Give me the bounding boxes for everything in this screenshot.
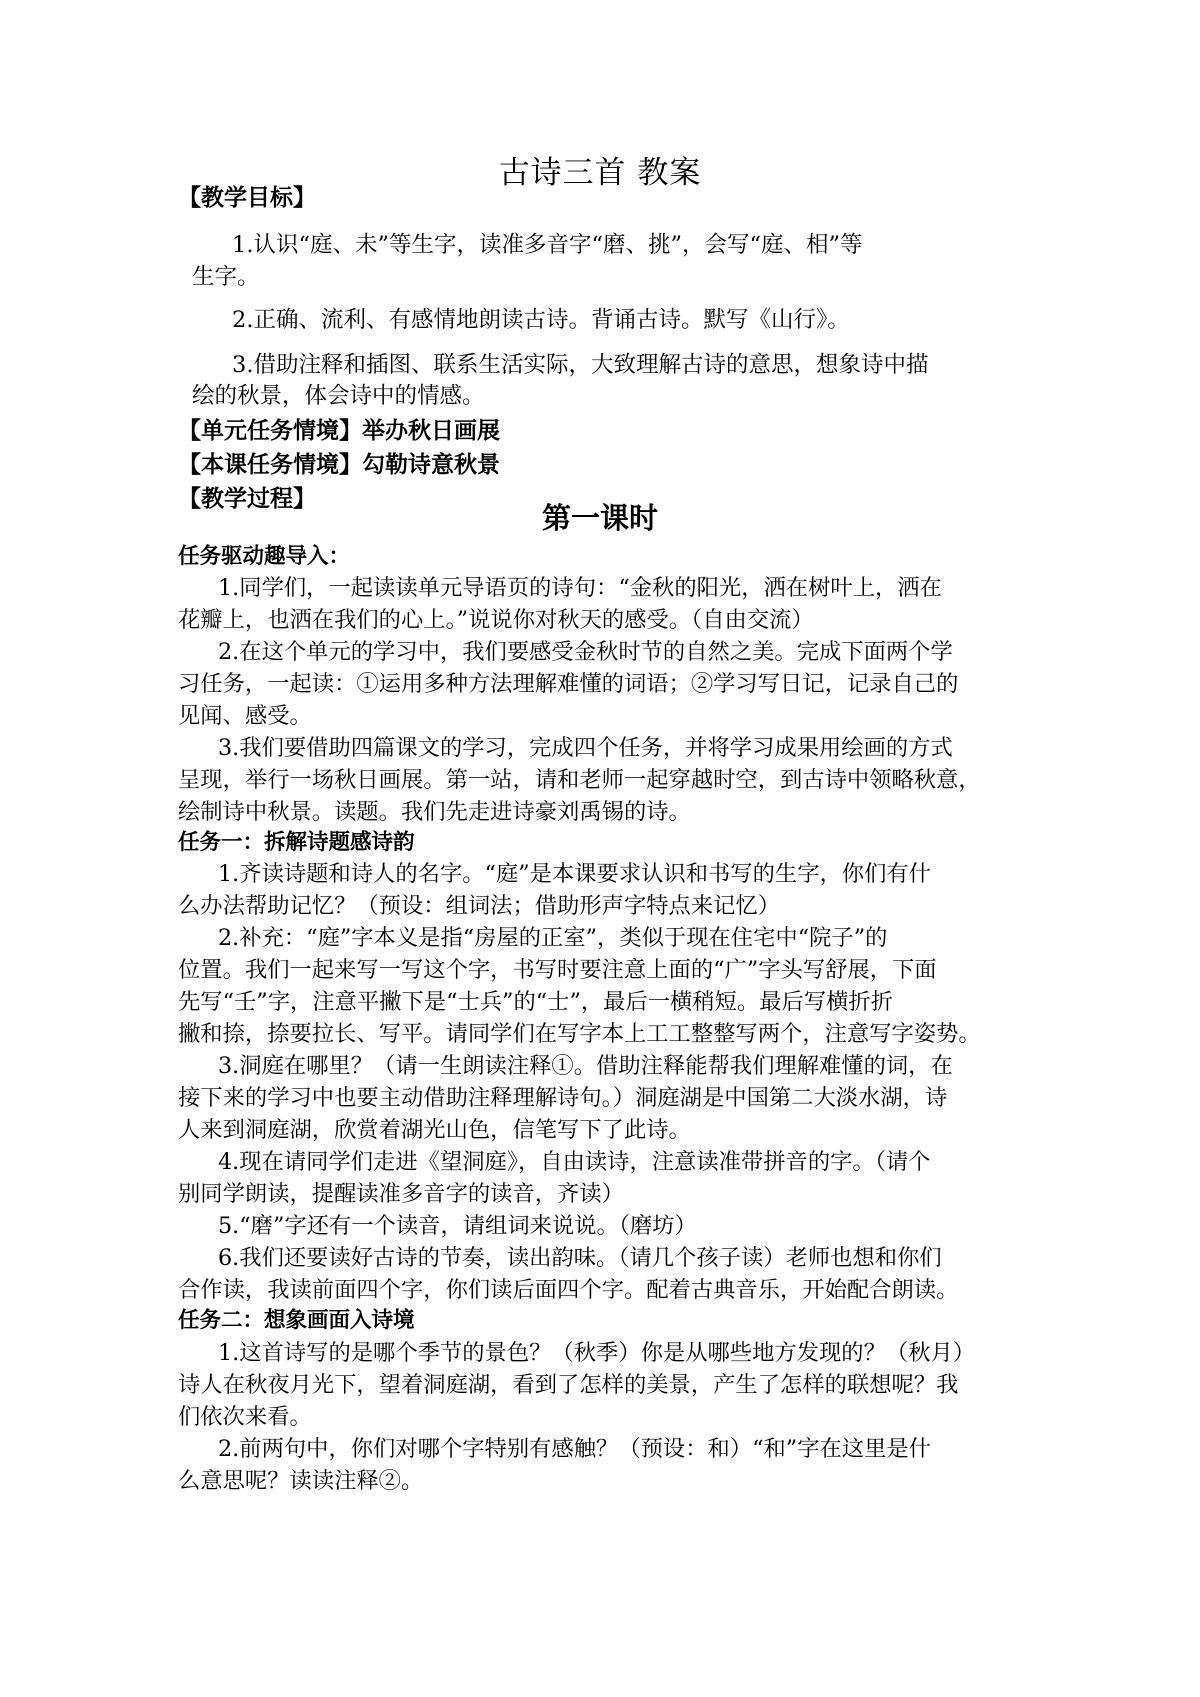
- text-line: 合作读，我读前面四个字，你们读后面四个字。配着古典音乐，开始配合朗读。: [178, 1277, 959, 1303]
- intro-paragraph-1: [178, 572, 1023, 636]
- text-line: 5.“磨”字还有一个读音，请组词来说说。（磨坊）: [218, 1213, 697, 1239]
- text-line: 撇和捺，捺要拉长、写平。请同学们在写字本上工工整整写两个，注意写字姿势。: [178, 1021, 981, 1047]
- task1-paragraph-3: [178, 1050, 1023, 1146]
- goal-3-line-1: 3.借助注释和插图、联系生活实际，大致理解古诗的意思，想象诗中描: [232, 352, 929, 378]
- lesson-task-heading: 【本课任务情境】勾勒诗意秋景: [178, 452, 500, 478]
- text-line: 呈现，举行一场秋日画展。第一站，请和老师一起穿越时空，到古诗中领略秋意，: [178, 767, 981, 793]
- text-line: 人来到洞庭湖，欣赏着湖光山色，信笔写下了此诗。: [178, 1117, 691, 1143]
- intro-paragraph-2: [178, 636, 1023, 732]
- text-line: 2.在这个单元的学习中，我们要感受金秋时节的自然之美。完成下面两个学: [218, 639, 953, 665]
- text-line: 么意思呢？读读注释②。: [178, 1468, 424, 1494]
- text-line: 1.同学们，一起读读单元导语页的诗句：“金秋的阳光，洒在树叶上，洒在: [218, 575, 942, 601]
- section-intro-heading: 任务驱动趣导入：: [178, 544, 351, 569]
- text-line: 6.我们还要读好古诗的节奏，读出韵味。（请几个孩子读）老师也想和你们: [218, 1245, 942, 1271]
- text-line: 先写“壬”字，注意平撇下是“士兵”的“士”，最后一横稍短。最后写横折折: [178, 989, 894, 1015]
- task1-paragraph-1: [178, 858, 1023, 922]
- text-line: 位置。我们一起来写一写这个字，书写时要注意上面的“广”字头写舒展，下面: [178, 957, 937, 983]
- task1-paragraph-2: [178, 922, 1023, 1050]
- text-line: 1.齐读诗题和诗人的名字。“庭”是本课要求认识和书写的生字，你们有什: [218, 861, 931, 887]
- task1-paragraph-4: [178, 1146, 1023, 1210]
- task2-paragraph-1: [178, 1337, 1023, 1433]
- text-line: 2.补充：“庭”字本义是指“房屋的正室”，类似于现在住宅中“院子”的: [218, 925, 888, 951]
- text-line: 们依次来看。: [178, 1404, 312, 1430]
- task2-paragraph-2: [178, 1433, 1023, 1497]
- section-task1-heading: 任务一：拆解诗题感诗韵: [178, 830, 415, 855]
- goal-2-line-1: 2.正确、流利、有感情地朗读古诗。背诵古诗。默写《山行》。: [232, 307, 850, 333]
- text-line: 别同学朗读，提醒读准多音字的读音，齐读）: [178, 1181, 624, 1207]
- text-line: 2.前两句中，你们对哪个字特别有感触？（预设：和）“和”字在这里是什: [218, 1436, 931, 1462]
- text-line: 4.现在请同学们走进《望洞庭》，自由读诗，注意读准带拼音的字。（请个: [218, 1149, 931, 1175]
- text-line: 么办法帮助记忆？（预设：组词法；借助形声字特点来记忆）: [178, 893, 781, 919]
- document-title: 古诗三首 教案: [498, 155, 702, 191]
- goal-3-line-2: 绘的秋景，体会诗中的情感。: [192, 383, 485, 409]
- text-line: 见闻、感受。: [178, 703, 312, 729]
- unit-task-heading: 【单元任务情境】举办秋日画展: [178, 418, 500, 444]
- text-line: 花瓣上，也洒在我们的心上。”说说你对秋天的感受。（自由交流）: [178, 607, 814, 633]
- text-line: 3.洞庭在哪里？（请一生朗读注释①。借助注释能帮我们理解难懂的词，在: [218, 1053, 953, 1079]
- task1-paragraph-6: [178, 1242, 1023, 1306]
- task1-paragraph-5: [178, 1210, 1023, 1242]
- text-line: 接下来的学习中也要主动借助注释理解诗句。）洞庭湖是中国第二大淡水湖，诗: [178, 1085, 948, 1111]
- lesson-title: 第一课时: [541, 501, 658, 535]
- text-line: 1.这首诗写的是哪个季节的景色？（秋季）你是从哪些地方发现的？（秋月）: [218, 1340, 976, 1366]
- process-heading: 【教学过程】: [178, 486, 316, 512]
- text-line: 习任务，一起读：①运用多种方法理解难懂的词语；②学习写日记，记录自己的: [178, 671, 959, 697]
- text-line: 诗人在秋夜月光下，望着洞庭湖，看到了怎样的美景，产生了怎样的联想呢？我: [178, 1372, 959, 1398]
- section-task2-heading: 任务二：想象画面入诗境: [178, 1308, 415, 1333]
- text-line: 3.我们要借助四篇课文的学习，完成四个任务，并将学习成果用绘画的方式: [218, 735, 953, 761]
- goal-1-line-2: 生字。: [192, 264, 260, 290]
- text-line: 绘制诗中秋景。读题。我们先走进诗豪刘禹锡的诗。: [178, 799, 691, 825]
- goal-1-line-1: 1.认识“庭、未”等生字，读准多音字“磨、挑”，会写“庭、相”等: [232, 232, 863, 258]
- teaching-goals-heading: 【教学目标】: [178, 185, 316, 211]
- intro-paragraph-3: [178, 732, 1023, 828]
